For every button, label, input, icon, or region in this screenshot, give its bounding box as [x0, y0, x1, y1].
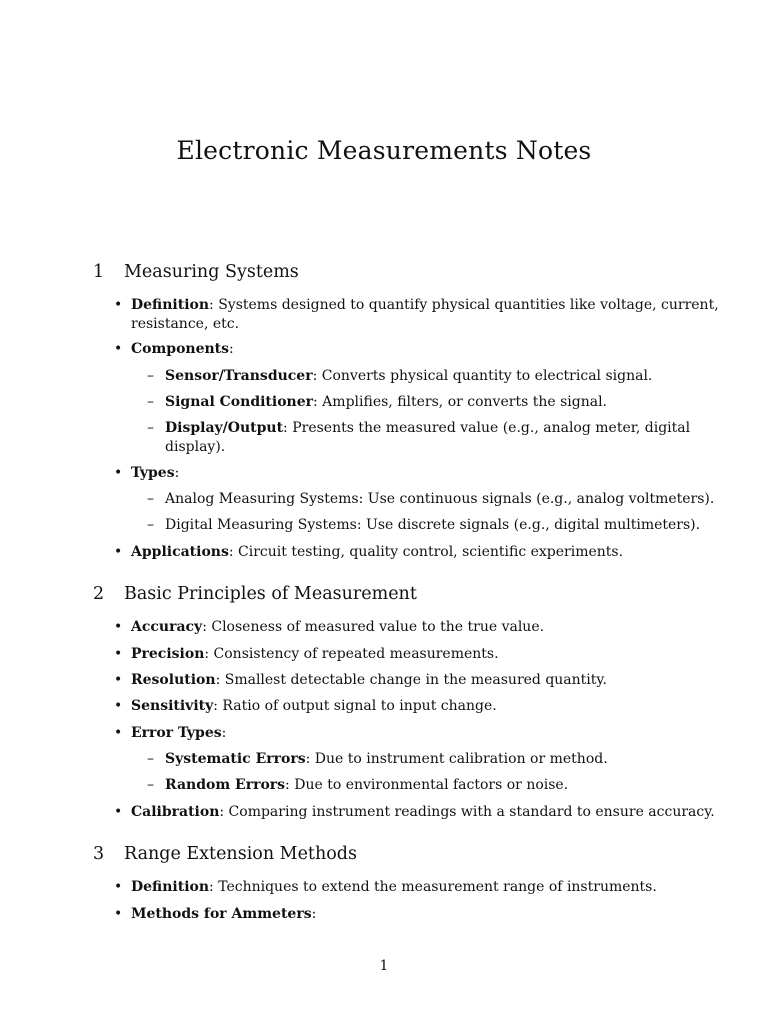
- item-label: Random Errors: [165, 777, 286, 793]
- item-text: : Consistency of repeated measurements.: [204, 646, 499, 662]
- page-number: 1: [379, 958, 389, 974]
- item-label: Types: [131, 465, 175, 481]
- sub-list-item: [165, 776, 568, 795]
- item-label: Resolution: [131, 672, 216, 688]
- dash-icon: –: [147, 368, 154, 384]
- item-label: Calibration: [131, 804, 220, 820]
- document-title: Electronic Measurements Notes: [176, 136, 592, 165]
- bullet-icon: •: [114, 544, 123, 560]
- sub-list-item: [165, 367, 652, 386]
- item-text: : Closeness of measured value to the true value.: [202, 619, 545, 635]
- list-item: [131, 803, 715, 822]
- item-label: Applications: [131, 544, 229, 560]
- bullet-icon: •: [114, 619, 123, 635]
- dash-icon: –: [147, 420, 154, 436]
- bullet-icon: •: [114, 341, 123, 357]
- item-text: : Circuit testing, quality control, scientific experiments.: [228, 544, 624, 560]
- dash-icon: –: [147, 394, 154, 410]
- section-heading-1: [93, 262, 299, 282]
- bullet-icon: •: [114, 698, 123, 714]
- bullet-icon: •: [114, 804, 123, 820]
- list-item: [131, 878, 657, 897]
- list-item: [131, 697, 497, 716]
- item-text: : Converts physical quantity to electrical signal.: [312, 368, 653, 384]
- item-text: : Comparing instrument readings with a standard to ensure accuracy.: [219, 804, 715, 820]
- item-text: : Presents the measured value (e.g., analog meter, digital: [283, 420, 691, 436]
- list-item: [131, 905, 316, 924]
- item-text: : Smallest detectable change in the measured quantity.: [215, 672, 607, 688]
- list-item: [131, 671, 607, 690]
- bullet-icon: •: [114, 672, 123, 688]
- list-item: [131, 543, 623, 562]
- section-title: Basic Principles of Measurement: [124, 584, 417, 604]
- bullet-icon: •: [114, 465, 123, 481]
- item-text: : Due to environmental factors or noise.: [285, 777, 569, 793]
- section-number: 3: [93, 844, 105, 864]
- dash-icon: –: [147, 517, 154, 533]
- sub-list-item: [165, 393, 607, 412]
- item-text: : Due to instrument calibration or method.: [305, 751, 608, 767]
- section-heading-3: [93, 844, 357, 864]
- list-item: [131, 464, 179, 483]
- section-number: 1: [93, 262, 105, 282]
- list-item: [131, 618, 544, 637]
- sub-list-item: [165, 750, 608, 769]
- list-item: [131, 296, 719, 315]
- section-number: 2: [93, 584, 105, 604]
- item-label: Display/Output: [165, 420, 284, 436]
- sub-list-item: Digital Measuring Systems: Use discrete signals (e.g., digital multimeters).: [165, 517, 701, 533]
- bullet-icon: •: [114, 725, 123, 741]
- list-item-continuation: resistance, etc.: [131, 316, 240, 332]
- item-text: : Techniques to extend the measurement range of instruments.: [209, 879, 657, 895]
- item-text: :: [229, 341, 234, 357]
- sub-list-item: Analog Measuring Systems: Use continuous signals (e.g., analog voltmeters).: [165, 491, 715, 507]
- item-label: Accuracy: [131, 619, 203, 635]
- bullet-icon: •: [114, 906, 123, 922]
- item-label: Precision: [131, 646, 205, 662]
- item-label: Definition: [131, 879, 210, 895]
- dash-icon: –: [147, 777, 154, 793]
- item-text: :: [174, 465, 180, 481]
- section-heading-2: [93, 584, 417, 604]
- bullet-icon: •: [114, 879, 123, 895]
- list-item: [131, 645, 499, 664]
- item-label: Components: [131, 341, 230, 357]
- item-label: Sensor/Transducer: [165, 368, 313, 384]
- bullet-icon: •: [114, 297, 123, 313]
- dash-icon: –: [147, 751, 154, 767]
- item-label: Sensitivity: [131, 698, 214, 714]
- item-text: : Ratio of output signal to input change.: [213, 698, 497, 714]
- item-text: :: [311, 906, 317, 922]
- dash-icon: –: [147, 491, 154, 507]
- item-text: : Systems designed to quantify physical quantities like voltage, current,: [209, 297, 719, 313]
- item-text: : Amplifies, filters, or converts the signal.: [313, 394, 607, 410]
- sub-list-item: [165, 419, 691, 438]
- item-label: Methods for Ammeters: [131, 906, 312, 922]
- bullet-icon: •: [114, 646, 123, 662]
- sub-list-item-continuation: display).: [165, 439, 226, 455]
- section-title: Range Extension Methods: [124, 844, 357, 864]
- list-item: [131, 340, 234, 359]
- item-label: Definition: [131, 297, 210, 313]
- item-label: Error Types: [131, 725, 222, 741]
- list-item: [131, 724, 226, 743]
- item-label: Signal Conditioner: [165, 394, 314, 410]
- item-text: :: [221, 725, 227, 741]
- item-label: Systematic Errors: [165, 751, 306, 767]
- section-title: Measuring Systems: [124, 262, 299, 282]
